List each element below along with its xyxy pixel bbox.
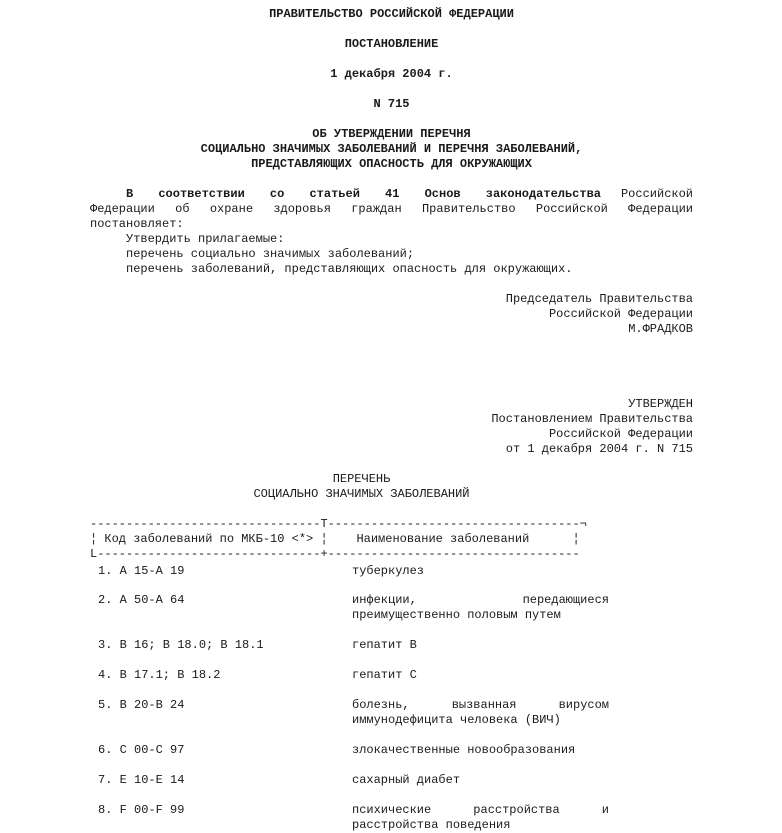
table-row-code: 7. E 10-E 14 xyxy=(98,773,185,787)
document-date: 1 декабря 2004 г. xyxy=(330,67,453,81)
table-row-name: гепатит B xyxy=(352,638,417,652)
table-row-code: 5. B 20-B 24 xyxy=(98,698,185,712)
table-row-name: болезнь, вызванная вирусом иммунодефицита человека (ВИЧ) xyxy=(352,698,609,727)
intro-line-2: Федерации об охране здоровья граждан Правительство Российской Федерации xyxy=(90,202,693,216)
table-header-row: ¦ Код заболеваний по МКБ-10 <*> ¦ Наименование заболеваний ¦ xyxy=(90,532,580,546)
table-row-name: инфекции, передающиеся преимущественно половым путем xyxy=(352,593,609,622)
intro-line-1 xyxy=(90,187,693,202)
table-row-code: 2. A 50-A 64 xyxy=(98,593,185,607)
approval-date: от 1 декабря 2004 г. N 715 xyxy=(505,442,693,456)
document-number: N 715 xyxy=(373,97,410,111)
title-line-1: ОБ УТВЕРЖДЕНИИ ПЕРЕЧНЯ xyxy=(312,127,471,141)
list-title: ПЕРЕЧЕНЬ xyxy=(332,472,391,486)
table-border-top: --------------------------------T-----------------------------------¬ xyxy=(90,517,587,531)
signature-name: М.ФРАДКОВ xyxy=(628,322,693,336)
intro-rest: Российской xyxy=(620,187,693,201)
approve-item-1: перечень социально значимых заболеваний; xyxy=(126,247,415,261)
signature-org: Российской Федерации xyxy=(548,307,693,321)
table-row-name: сахарный диабет xyxy=(352,773,461,787)
approval-label: УТВЕРЖДЕН xyxy=(628,397,693,411)
approval-org: Российской Федерации xyxy=(548,427,693,441)
title-line-3: ПРЕДСТАВЛЯЮЩИХ ОПАСНОСТЬ ДЛЯ ОКРУЖАЮЩИХ xyxy=(251,157,532,171)
table-row-name: гепатит C xyxy=(352,668,417,682)
list-subtitle: СОЦИАЛЬНО ЗНАЧИМЫХ ЗАБОЛЕВАНИЙ xyxy=(253,487,470,501)
law-reference-link[interactable]: В соответствии со статьей 41 Основ законодательства xyxy=(126,187,601,201)
table-row-code: 6. C 00-C 97 xyxy=(98,743,185,757)
signature-position: Председатель Правительства xyxy=(505,292,693,306)
table-row-name: злокачественные новообразования xyxy=(352,743,576,757)
approve-item-2: перечень заболеваний, представляющих опасность для окружающих. xyxy=(126,262,573,276)
intro-line-3: постановляет: xyxy=(90,217,184,231)
table-border-bottom: L-------------------------------+----------------------------------- xyxy=(90,547,580,561)
approve-item: Утвердить прилагаемые: xyxy=(126,232,285,246)
table-row-name: туберкулез xyxy=(352,564,425,578)
table-row-code: 8. F 00-F 99 xyxy=(98,803,185,817)
table-row-code: 4. B 17.1; B 18.2 xyxy=(98,668,221,682)
table-row-code: 3. B 16; B 18.0; B 18.1 xyxy=(98,638,264,652)
government-heading: ПРАВИТЕЛЬСТВО РОССИЙСКОЙ ФЕДЕРАЦИИ xyxy=(269,7,514,21)
document-type: ПОСТАНОВЛЕНИЕ xyxy=(344,37,439,51)
title-line-2: СОЦИАЛЬНО ЗНАЧИМЫХ ЗАБОЛЕВАНИЙ И ПЕРЕЧНЯ ЗАБОЛЕВАНИЙ, xyxy=(200,142,583,156)
table-row-code: 1. A 15-A 19 xyxy=(98,564,185,578)
table-row-name: психические расстройства и расстройства поведения xyxy=(352,803,609,832)
approval-by: Постановлением Правительства xyxy=(491,412,693,426)
